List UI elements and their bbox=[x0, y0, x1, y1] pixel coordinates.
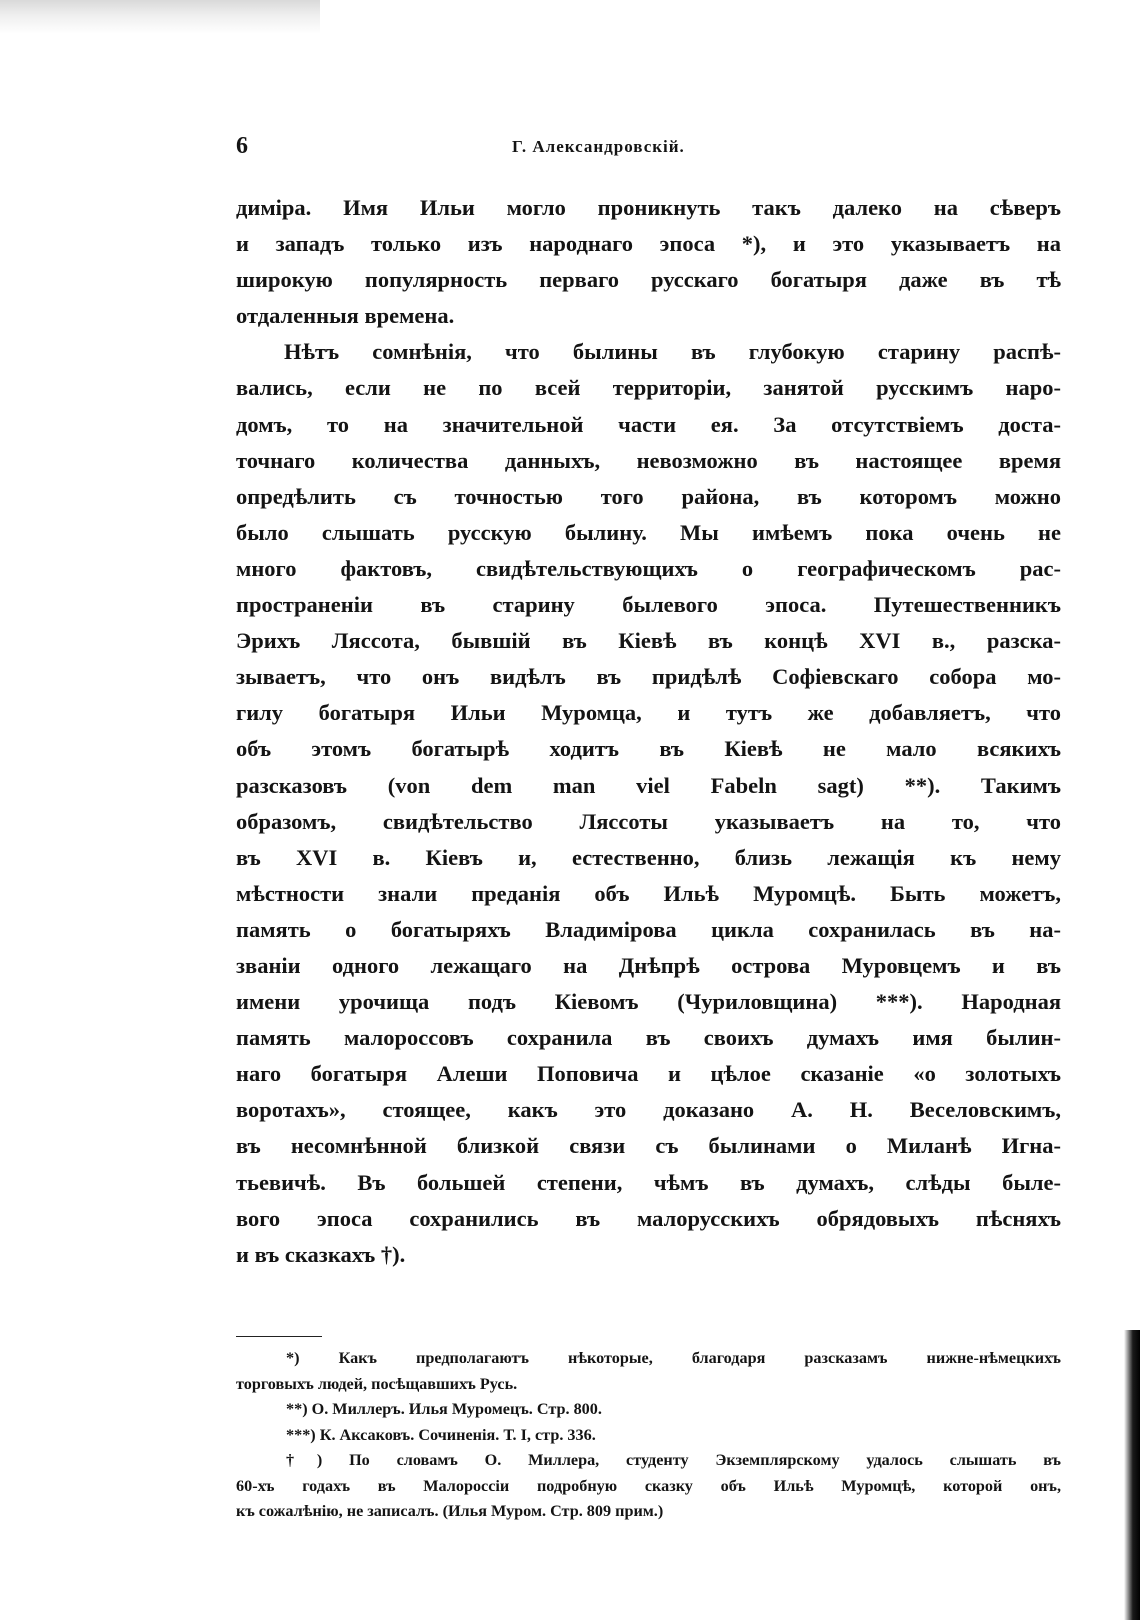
text-line: широкую популярность перваго русскаго богатыря даже въ тѣ bbox=[236, 267, 1061, 293]
footnote-line: *) Какъ предполагаютъ нѣкоторые, благодаря разсказамъ нижне-нѣмецкихъ bbox=[286, 1349, 1061, 1367]
text-line: отдаленныя времена. bbox=[236, 303, 455, 329]
scan-shadow-top bbox=[0, 0, 320, 34]
text-line: было слышать русскую былину. Мы имѣемъ пока очень не bbox=[236, 519, 1061, 545]
text-line: память о богатыряхъ Владимірова цикла сохранилась въ на- bbox=[236, 916, 1061, 942]
text-line: образомъ, свидѣтельство Ляссоты указываетъ на то, что bbox=[236, 808, 1061, 834]
main-text bbox=[236, 190, 1061, 1273]
text-line: званіи одного лежащаго на Днѣпрѣ острова Муровцемъ и въ bbox=[236, 952, 1061, 978]
text-line: вого эпоса сохранились въ малорусскихъ обрядовыхъ пѣсняхъ bbox=[236, 1205, 1061, 1231]
scan-shadow-right bbox=[1124, 1330, 1140, 1620]
page-number: 6 bbox=[236, 133, 248, 159]
text-line: пространеніи въ старину былевого эпоса. Путешественникъ bbox=[236, 592, 1061, 618]
footnote-line: **) О. Миллеръ. Илья Муромецъ. Стр. 800. bbox=[286, 1400, 602, 1418]
text-line: имени урочища подъ Кіевомъ (Чуриловщина) ***). Народная bbox=[236, 989, 1061, 1015]
footnote-line: къ сожалѣнію, не записалъ. (Илья Муром. Стр. 809 прим.) bbox=[236, 1502, 664, 1520]
text-line: зываетъ, что онъ видѣлъ въ придѣлѣ Софіевскаго собора мо- bbox=[236, 664, 1061, 690]
footnote-divider bbox=[236, 1336, 322, 1337]
text-line: домъ, то на значительной части ея. За отсутствіемъ доста- bbox=[236, 411, 1061, 437]
footnote-line: 60-хъ годахъ въ Малороссіи подробную сказку объ Ильѣ Муромцѣ, которой онъ, bbox=[236, 1476, 1061, 1495]
footnote-line: торговыхъ людей, посѣщавшихъ Русь. bbox=[236, 1374, 518, 1393]
text-line: память малороссовъ сохранила въ своихъ думахъ имя былин- bbox=[236, 1025, 1061, 1051]
text-line: и западъ только изъ народнаго эпоса *), и это указываетъ на bbox=[236, 231, 1061, 257]
text-line: тьевичѣ. Въ большей степени, чѣмъ въ думахъ, слѣды быле- bbox=[236, 1169, 1061, 1195]
running-title: Г. Александровскій. bbox=[512, 137, 685, 156]
text-line: въ несомнѣнной близкой связи съ былинами о Миланѣ Игна- bbox=[236, 1133, 1061, 1159]
footnote-line: ***) К. Аксаковъ. Сочиненія. Т. I, стр. 336. bbox=[286, 1425, 596, 1444]
page-header bbox=[236, 131, 1136, 171]
text-line: Эрихъ Ляссота, бывшій въ Кіевѣ въ концѣ XVI в., разска- bbox=[236, 628, 1061, 654]
text-line: вались, если не по всей территоріи, занятой русскимъ наро- bbox=[236, 375, 1061, 401]
text-line: точнаго количества данныхъ, невозможно въ настоящее время bbox=[236, 447, 1061, 473]
text-line: воротахъ», стоящее, какъ это доказано А. Н. Веселовскимъ, bbox=[236, 1097, 1061, 1123]
text-line: наго богатыря Алеши Поповича и цѣлое сказаніе «о золотыхъ bbox=[236, 1061, 1061, 1087]
footnotes bbox=[236, 1346, 1061, 1525]
text-line: много фактовъ, свидѣтельствующихъ о географическомъ рас- bbox=[236, 555, 1061, 581]
text-line: диміра. Имя Ильи могло проникнуть такъ далеко на сѣверъ bbox=[236, 195, 1061, 220]
text-line: Нѣтъ сомнѣнія, что былины въ глубокую старину распѣ- bbox=[284, 339, 1061, 365]
text-line: и въ сказкахъ †). bbox=[236, 1241, 406, 1267]
text-line: гилу богатыря Ильи Муромца, и тутъ же добавляетъ, что bbox=[236, 700, 1061, 726]
footnote-line: †) По словамъ О. Миллера, студенту Экземплярскому удалось слышать въ bbox=[286, 1451, 1061, 1469]
text-line: мѣстности знали преданія объ Ильѣ Муромцѣ. Быть можетъ, bbox=[236, 880, 1061, 906]
text-line: въ XVI в. Кіевъ и, естественно, близь лежащія къ нему bbox=[236, 844, 1061, 870]
text-line: опредѣлить съ точностью того района, въ которомъ можно bbox=[236, 483, 1061, 509]
text-line: объ этомъ богатырѣ ходитъ въ Кіевѣ не мало всякихъ bbox=[236, 736, 1061, 762]
text-line: разсказовъ (von dem man viel Fabeln sagt) **). Такимъ bbox=[236, 772, 1061, 798]
